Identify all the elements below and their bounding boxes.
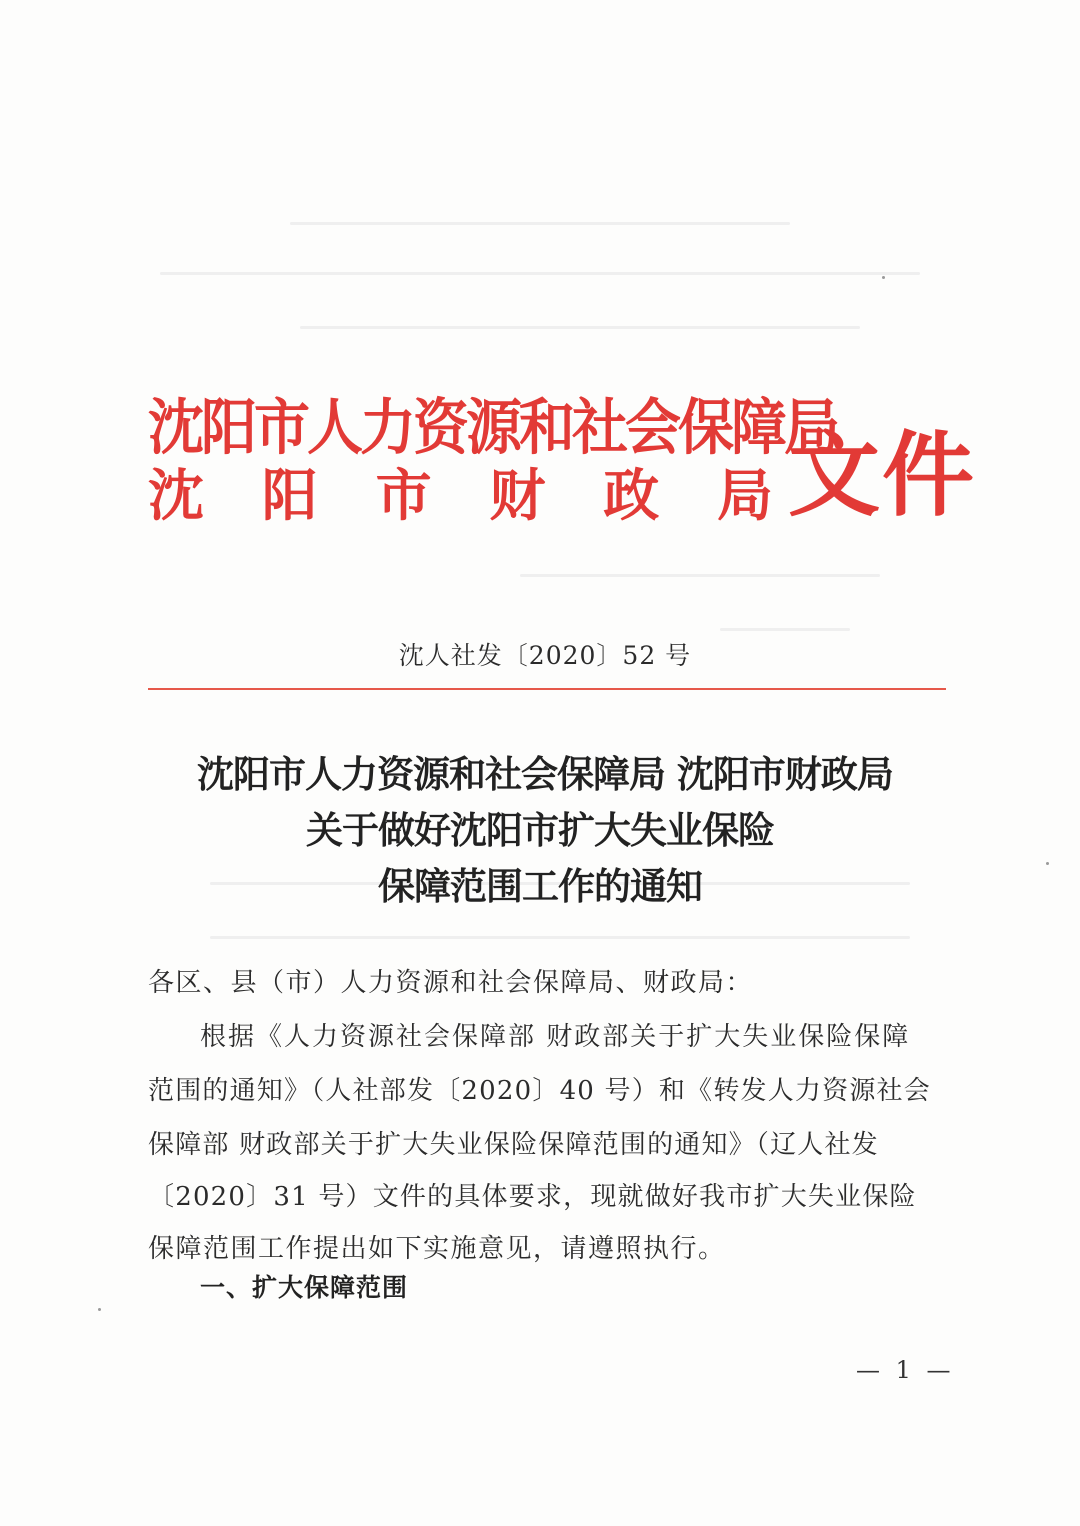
red-separator-rule — [148, 688, 946, 690]
title-line-1: 沈阳市人力资源和社会保障局 沈阳市财政局 — [197, 752, 893, 796]
bleed-through-line — [290, 222, 790, 225]
paragraph-line: 范围的通知》（人社部发〔2020〕40 号）和《转发人力资源社会 — [148, 1076, 931, 1106]
issuer-line-2-char: 阳 — [261, 463, 318, 529]
bleed-through-line — [720, 628, 850, 631]
bleed-through-line — [300, 326, 860, 329]
issuer-line-2 — [148, 452, 773, 532]
addressee: 各区、县（市）人力资源和社会保障局、财政局： — [148, 968, 754, 998]
bleed-through-line — [520, 574, 880, 577]
issuer-line-1: 沈阳市人力资源和社会保障局 — [148, 391, 837, 464]
section-heading: 一、扩大保障范围 — [200, 1273, 409, 1302]
paragraph-line: 保障部 财政部关于扩大失业保险保障范围的通知》（辽人社发 — [148, 1130, 879, 1160]
bleed-through-line — [160, 272, 920, 275]
scan-speck — [882, 276, 885, 279]
issuer-line-2-char: 政 — [603, 463, 660, 529]
issuer-line-2-char: 局 — [716, 463, 773, 529]
document-number: 沈人社发〔2020〕52 号 — [398, 641, 692, 670]
issuer-line-2-char: 市 — [375, 463, 432, 529]
bleed-through-line — [210, 936, 910, 939]
scan-speck — [98, 1308, 101, 1311]
paragraph-line: 〔2020〕31 号）文件的具体要求，现就做好我市扩大失业保险 — [148, 1182, 917, 1212]
title-line-2: 关于做好沈阳市扩大失业保险 — [306, 808, 774, 852]
paragraph-line: 保障范围工作提出如下实施意见，请遵照执行。 — [148, 1234, 726, 1264]
page-number: — 1 — — [856, 1356, 955, 1384]
red-letterhead — [148, 372, 977, 542]
issuer-line-2-char: 沈 — [148, 463, 204, 529]
issuer-line-2-char: 财 — [489, 463, 546, 529]
paragraph-line: 根据《人力资源社会保障部 财政部关于扩大失业保险保障 — [200, 1022, 911, 1052]
document-word: 文件 — [788, 421, 977, 529]
title-line-3: 保障范围工作的通知 — [378, 864, 702, 908]
